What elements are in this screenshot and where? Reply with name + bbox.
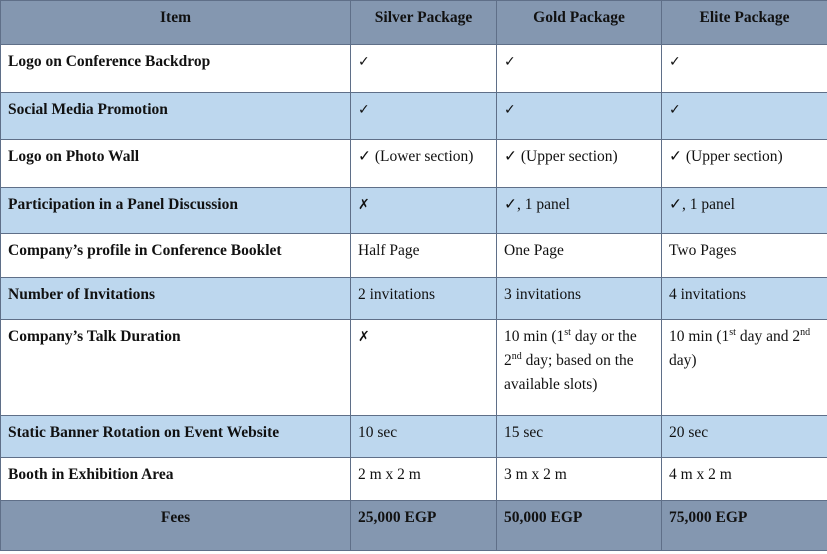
table-row bbox=[1, 45, 827, 93]
row-silver: ✗ bbox=[351, 188, 497, 234]
fees-row bbox=[1, 501, 827, 551]
row-gold: 15 sec bbox=[497, 416, 662, 458]
row-gold: 3 m x 2 m bbox=[497, 458, 662, 501]
table-row bbox=[1, 278, 827, 320]
gold-talk-text-1: 10 min (1 bbox=[504, 328, 565, 345]
row-item: Social Media Promotion bbox=[1, 93, 351, 140]
table-row bbox=[1, 140, 827, 188]
row-elite: Two Pages bbox=[662, 234, 827, 278]
row-item: Number of Invitations bbox=[1, 278, 351, 320]
fees-elite: 75,000 EGP bbox=[662, 501, 827, 551]
row-gold: ✓, 1 panel bbox=[497, 188, 662, 234]
table-row bbox=[1, 93, 827, 140]
gold-talk-sup-1: st bbox=[564, 326, 571, 338]
row-gold: ✓ (Upper section) bbox=[497, 140, 662, 188]
row-item: Logo on Conference Backdrop bbox=[1, 45, 351, 93]
row-elite: ✓ bbox=[662, 93, 827, 140]
elite-talk-text-1: 10 min (1 bbox=[669, 328, 730, 345]
header-silver: Silver Package bbox=[351, 1, 497, 45]
gold-talk-text-2: day or the 2 bbox=[504, 328, 637, 369]
elite-talk-sup-2: nd bbox=[800, 326, 811, 338]
table-row bbox=[1, 234, 827, 278]
row-item: Company’s profile in Conference Booklet bbox=[1, 234, 351, 278]
fees-gold: 50,000 EGP bbox=[497, 501, 662, 551]
elite-talk-sup-1: st bbox=[729, 326, 736, 338]
row-elite: ✓, 1 panel bbox=[662, 188, 827, 234]
row-silver: Half Page bbox=[351, 234, 497, 278]
row-elite: 20 sec bbox=[662, 416, 827, 458]
row-elite bbox=[662, 320, 827, 416]
gold-talk-text-3: day; based on the available slots) bbox=[504, 352, 634, 393]
row-silver: ✓ bbox=[351, 93, 497, 140]
table-row bbox=[1, 188, 827, 234]
row-elite: ✓ bbox=[662, 45, 827, 93]
fees-label: Fees bbox=[1, 501, 351, 551]
row-item: Booth in Exhibition Area bbox=[1, 458, 351, 501]
header-row bbox=[1, 1, 827, 45]
row-gold: ✓ bbox=[497, 93, 662, 140]
elite-talk-text-3: day) bbox=[669, 352, 697, 369]
row-silver: ✗ bbox=[351, 320, 497, 416]
row-item: Company’s Talk Duration bbox=[1, 320, 351, 416]
elite-talk-text-2: day and 2 bbox=[735, 328, 801, 345]
header-item: Item bbox=[1, 1, 351, 45]
row-item: Participation in a Panel Discussion bbox=[1, 188, 351, 234]
row-gold: One Page bbox=[497, 234, 662, 278]
row-item: Static Banner Rotation on Event Website bbox=[1, 416, 351, 458]
gold-talk-sup-2: nd bbox=[511, 350, 522, 362]
table-row bbox=[1, 320, 827, 416]
row-silver: ✓ (Lower section) bbox=[351, 140, 497, 188]
row-silver: ✓ bbox=[351, 45, 497, 93]
row-gold: 3 invitations bbox=[497, 278, 662, 320]
row-silver: 2 invitations bbox=[351, 278, 497, 320]
header-gold: Gold Package bbox=[497, 1, 662, 45]
table-row bbox=[1, 458, 827, 501]
row-elite: 4 m x 2 m bbox=[662, 458, 827, 501]
row-elite: ✓ (Upper section) bbox=[662, 140, 827, 188]
header-elite: Elite Package bbox=[662, 1, 827, 45]
row-gold bbox=[497, 320, 662, 416]
row-elite: 4 invitations bbox=[662, 278, 827, 320]
row-silver: 2 m x 2 m bbox=[351, 458, 497, 501]
table-row bbox=[1, 416, 827, 458]
row-gold: ✓ bbox=[497, 45, 662, 93]
row-silver: 10 sec bbox=[351, 416, 497, 458]
fees-silver: 25,000 EGP bbox=[351, 501, 497, 551]
row-item: Logo on Photo Wall bbox=[1, 140, 351, 188]
